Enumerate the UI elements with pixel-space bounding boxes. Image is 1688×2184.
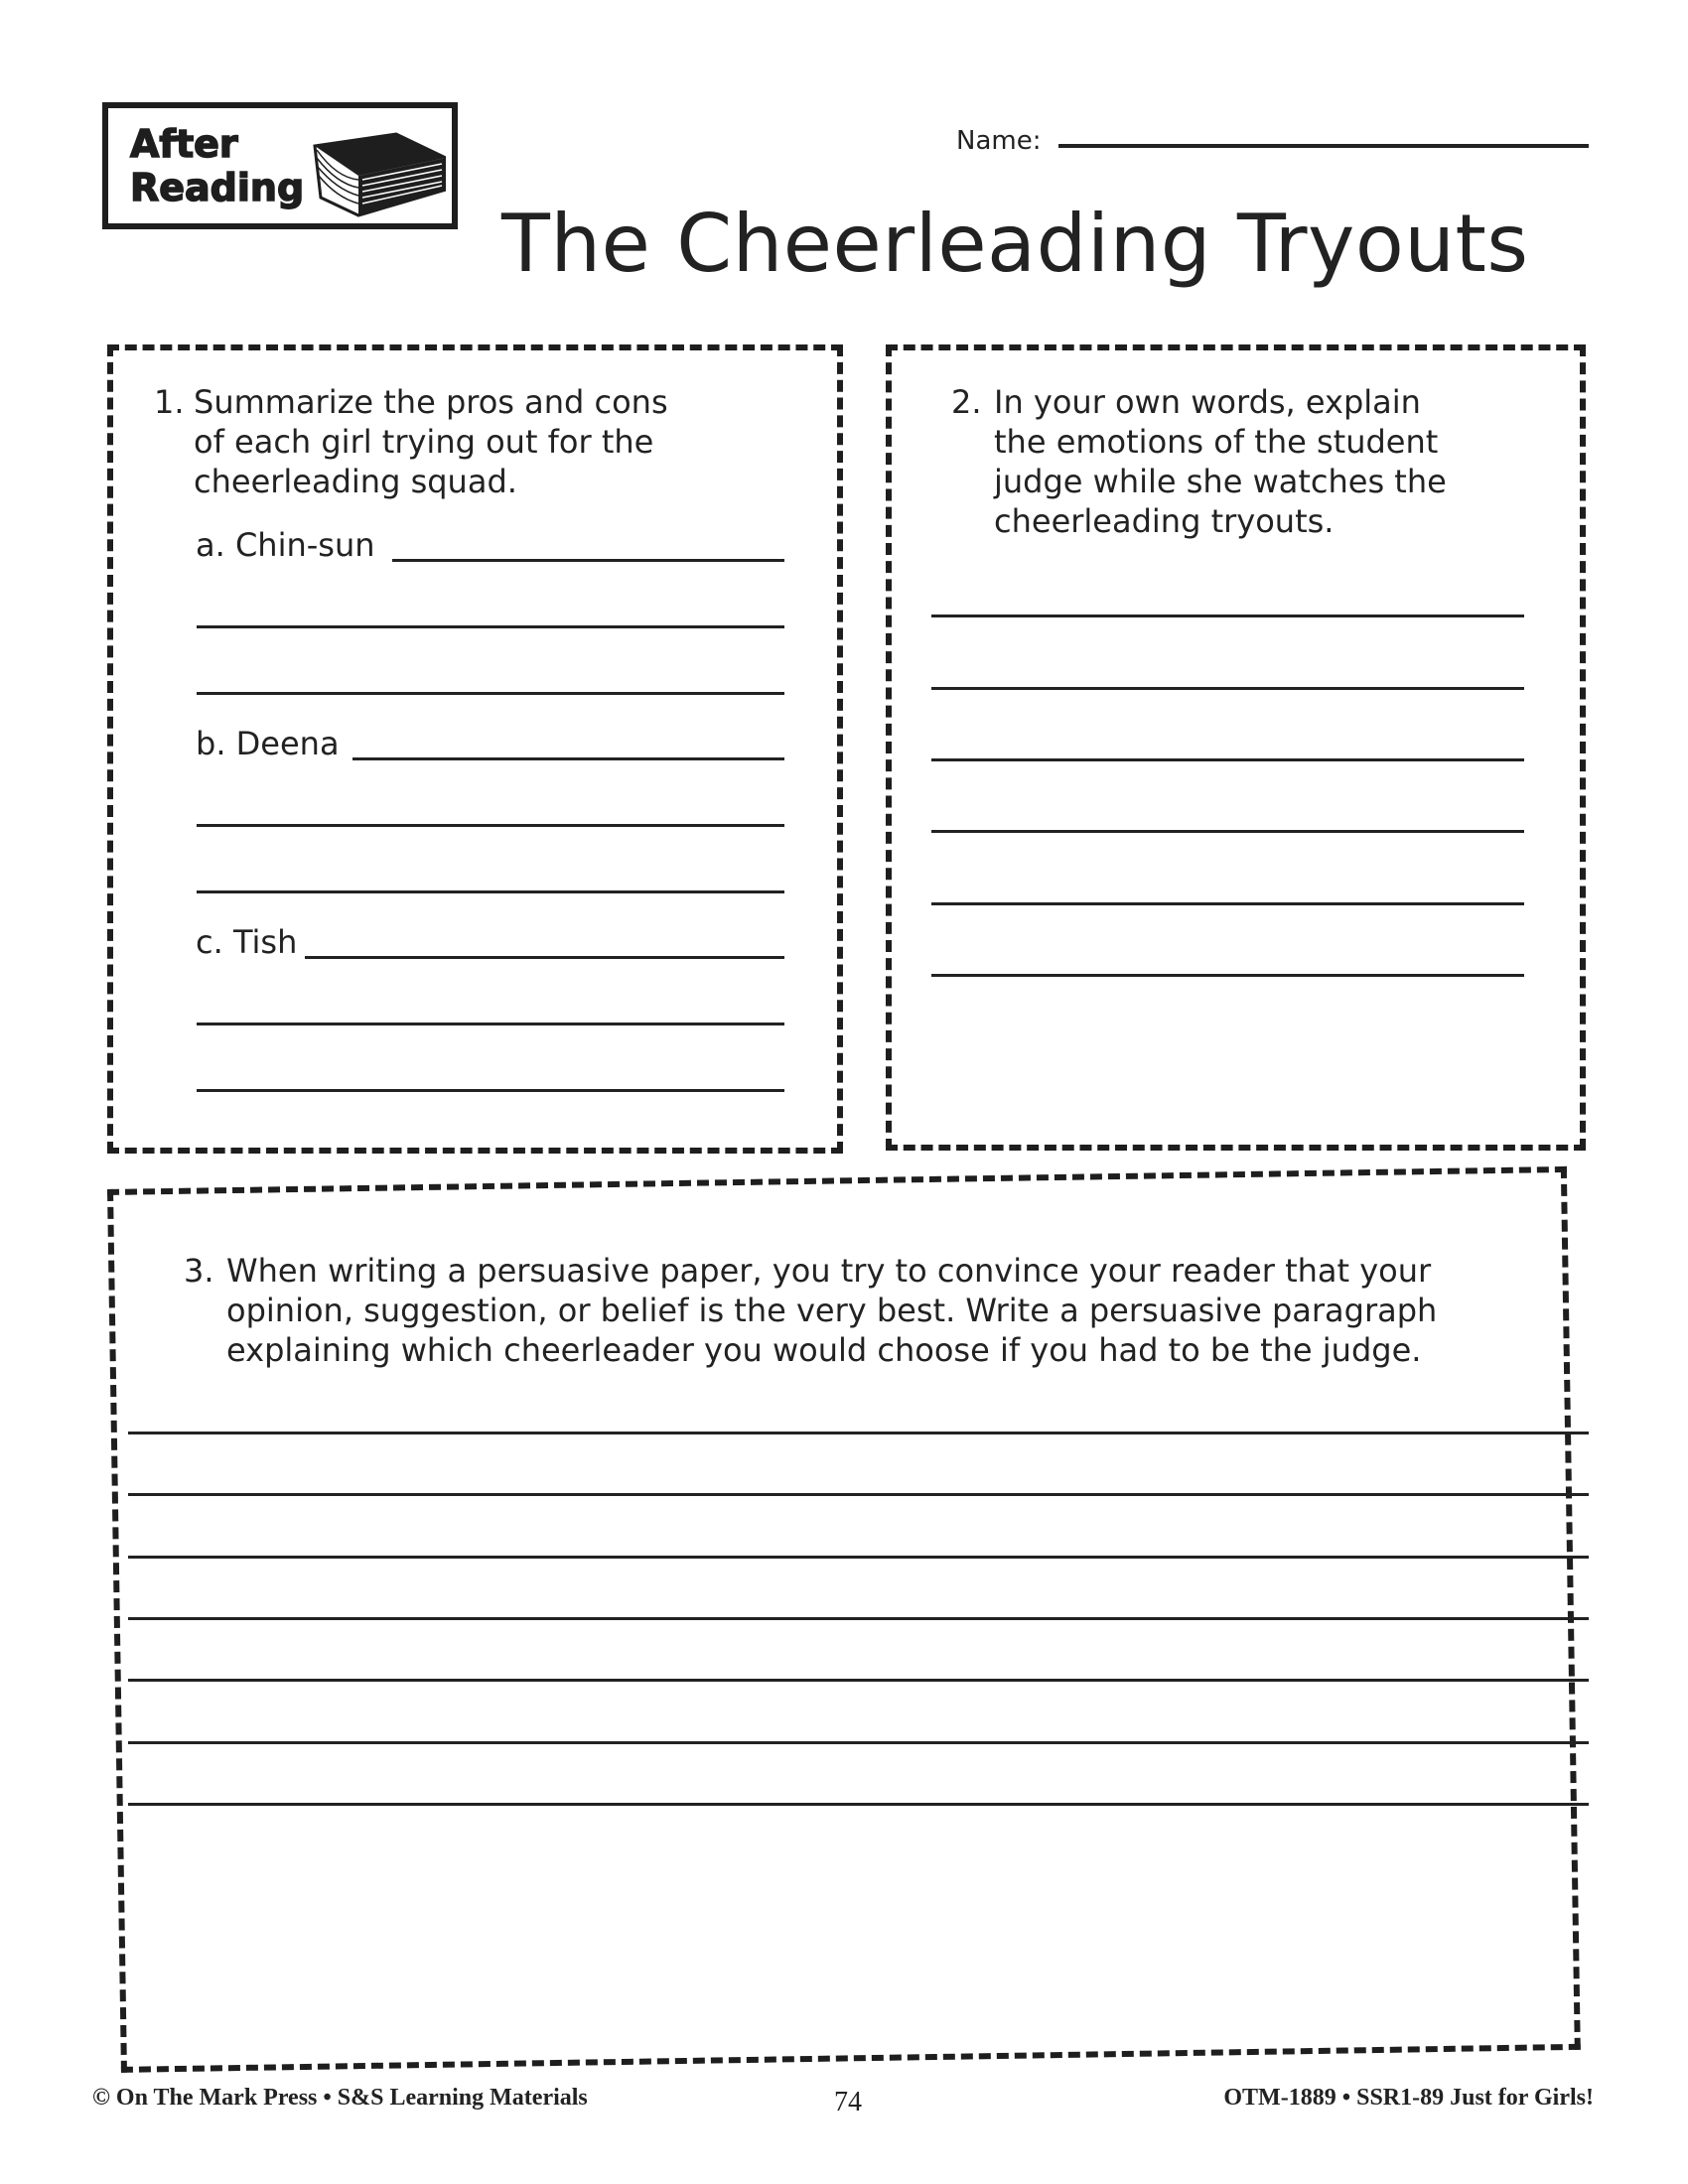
item-c-label: c. Tish xyxy=(196,923,298,961)
answer-line-b-1[interactable] xyxy=(352,757,784,760)
after-reading-badge xyxy=(102,102,458,229)
answer-line-a-1[interactable] xyxy=(392,559,784,562)
answer-line-b-2[interactable] xyxy=(197,824,784,827)
question-2-number: 2. xyxy=(951,383,982,421)
answer-line-b-3[interactable] xyxy=(197,890,784,893)
answer-line-q3-2[interactable] xyxy=(128,1493,1589,1496)
question-3-line: explaining which cheerleader you would choose if you had to be the judge. xyxy=(226,1331,1422,1369)
footer-copyright: © On The Mark Press • S&S Learning Materials xyxy=(92,2085,588,2111)
badge-text xyxy=(130,122,304,209)
page-title: The Cheerleading Tryouts xyxy=(501,198,1529,290)
question-2-line: judge while she watches the xyxy=(994,463,1447,500)
question-1-line: Summarize the pros and cons xyxy=(194,383,668,421)
answer-line-q3-6[interactable] xyxy=(128,1741,1589,1744)
answer-line-q2-1[interactable] xyxy=(931,614,1524,617)
badge-line-reading: Reading xyxy=(130,166,305,209)
question-3-number: 3. xyxy=(184,1252,214,1290)
question-2-line: In your own words, explain xyxy=(994,383,1421,421)
book-icon xyxy=(307,128,446,217)
item-b-label: b. Deena xyxy=(196,725,340,762)
question-2-line: cheerleading tryouts. xyxy=(994,502,1335,540)
answer-line-q2-2[interactable] xyxy=(931,687,1524,690)
name-input-line[interactable] xyxy=(1058,144,1589,148)
question-2-prompt xyxy=(951,382,1547,541)
badge-line-after: After xyxy=(130,122,238,166)
name-label: Name: xyxy=(956,126,1042,156)
answer-line-q3-4[interactable] xyxy=(128,1617,1589,1620)
answer-line-a-3[interactable] xyxy=(197,692,784,695)
page-number: 74 xyxy=(834,2087,862,2117)
answer-line-q3-7[interactable] xyxy=(128,1803,1589,1806)
footer-product-code: OTM-1889 • SSR1-89 Just for Girls! xyxy=(1223,2085,1594,2111)
answer-line-q2-4[interactable] xyxy=(931,830,1524,833)
answer-line-q3-1[interactable] xyxy=(128,1432,1589,1434)
answer-line-q2-5[interactable] xyxy=(931,902,1524,905)
question-1-line: cheerleading squad. xyxy=(194,463,517,500)
question-1-line: of each girl trying out for the xyxy=(194,423,654,461)
answer-line-c-3[interactable] xyxy=(197,1089,784,1092)
answer-line-q2-3[interactable] xyxy=(931,758,1524,761)
answer-line-q3-3[interactable] xyxy=(128,1556,1589,1559)
item-a-label: a. Chin-sun xyxy=(196,526,375,564)
question-3-line: opinion, suggestion, or belief is the very best. Write a persuasive paragraph xyxy=(226,1292,1438,1329)
question-1-number: 1. xyxy=(154,383,185,421)
question-3-prompt xyxy=(184,1251,1514,1370)
answer-line-c-2[interactable] xyxy=(197,1023,784,1025)
question-2-line: the emotions of the student xyxy=(994,423,1439,461)
question-1-prompt xyxy=(154,382,789,501)
answer-line-q3-5[interactable] xyxy=(128,1679,1589,1682)
answer-line-q2-6[interactable] xyxy=(931,974,1524,977)
question-3-line: When writing a persuasive paper, you try to convince your reader that your xyxy=(226,1252,1432,1290)
answer-line-c-1[interactable] xyxy=(305,956,784,959)
answer-line-a-2[interactable] xyxy=(197,625,784,628)
